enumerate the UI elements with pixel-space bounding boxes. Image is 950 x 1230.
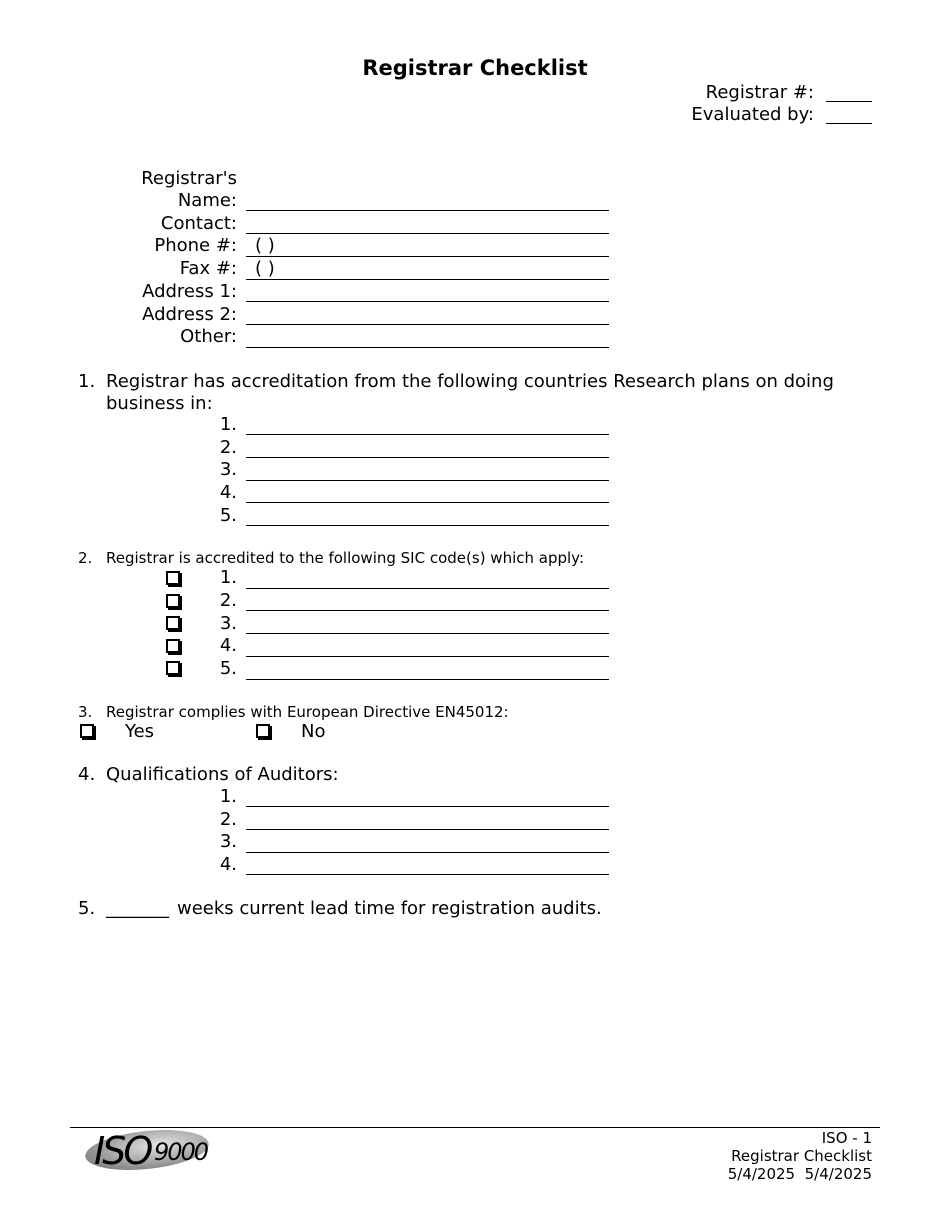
q2-text: Registrar is accredited to the following SIC code(s) which apply:	[106, 549, 585, 567]
q2-item-field[interactable]	[246, 656, 609, 657]
address2-field[interactable]	[246, 324, 609, 325]
q2-checkbox-1[interactable]	[166, 571, 180, 585]
q5-number: 5.	[78, 898, 96, 919]
address2-label: Address 2:	[142, 304, 237, 325]
q2-item-field[interactable]	[246, 633, 609, 634]
q4-item-number: 4.	[219, 854, 237, 875]
q4-item-field[interactable]	[246, 874, 609, 875]
q4-item-field[interactable]	[246, 829, 609, 830]
q5-lead-time-blank[interactable]: _______	[106, 898, 169, 919]
fax-area-code: ( )	[255, 258, 275, 279]
q4-item-field[interactable]	[246, 806, 609, 807]
iso-logo	[84, 1128, 214, 1172]
q2-item-number: 4.	[219, 635, 237, 656]
footer-dates: 5/4/2025 5/4/2025	[727, 1165, 872, 1183]
q2-item-field[interactable]	[246, 679, 609, 680]
q3-text: Registrar complies with European Directive EN45012:	[106, 703, 509, 721]
q4-item-number: 2.	[219, 809, 237, 830]
address1-label: Address 1:	[142, 281, 237, 302]
q4-item-field[interactable]	[246, 852, 609, 853]
registrar-number-label: Registrar #:	[705, 82, 814, 103]
q4-item-number: 3.	[219, 831, 237, 852]
phone-area-code: ( )	[255, 235, 275, 256]
fax-label: Fax #:	[179, 258, 237, 279]
address1-field[interactable]	[246, 301, 609, 302]
q1-text: Registrar has accreditation from the following countries Research plans on doing	[106, 371, 834, 392]
q1-item-field[interactable]	[246, 502, 609, 503]
registrars-label: Registrar's	[141, 168, 237, 189]
q2-checkbox-5[interactable]	[166, 661, 180, 675]
q2-checkbox-2[interactable]	[166, 594, 180, 608]
evaluated-by-label: Evaluated by:	[691, 104, 814, 125]
q4-number: 4.	[78, 764, 96, 785]
q1-item-number: 2.	[219, 437, 237, 458]
q2-item-number: 1.	[219, 567, 237, 588]
other-field[interactable]	[246, 347, 609, 348]
q1-item-field[interactable]	[246, 457, 609, 458]
footer-page-id: ISO - 1	[821, 1129, 872, 1147]
q1-item-field[interactable]	[246, 525, 609, 526]
q1-number: 1.	[78, 371, 96, 392]
q2-item-number: 2.	[219, 590, 237, 611]
q1-item-field[interactable]	[246, 434, 609, 435]
q2-item-number: 5.	[219, 658, 237, 679]
no-checkbox[interactable]	[256, 724, 270, 738]
q1-item-number: 1.	[219, 414, 237, 435]
other-label: Other:	[180, 326, 237, 347]
page-title: Registrar Checklist	[362, 56, 588, 80]
iso-logo-text: ISO	[94, 1129, 151, 1173]
q1-item-field[interactable]	[246, 480, 609, 481]
q4-text: Qualifications of Auditors:	[106, 764, 339, 785]
phone-label: Phone #:	[154, 235, 237, 256]
registrar-number-field[interactable]	[826, 101, 872, 102]
footer-doc-name: Registrar Checklist	[731, 1147, 872, 1165]
q2-item-field[interactable]	[246, 588, 609, 589]
q2-checkbox-3[interactable]	[166, 616, 180, 630]
fax-field[interactable]	[246, 279, 609, 280]
evaluated-by-field[interactable]	[826, 123, 872, 124]
q2-item-number: 3.	[219, 613, 237, 634]
q2-number: 2.	[78, 549, 93, 567]
iso-logo-number: 9000	[154, 1138, 208, 1166]
q2-item-field[interactable]	[246, 610, 609, 611]
q1-text-cont: business in:	[106, 393, 213, 414]
q3-number: 3.	[78, 703, 93, 721]
q5-text: weeks current lead time for registration audits.	[177, 898, 602, 919]
footer-info	[728, 1129, 872, 1183]
contact-label: Contact:	[160, 213, 237, 234]
q4-item-number: 1.	[219, 786, 237, 807]
no-label: No	[301, 721, 326, 742]
yes-label: Yes	[125, 721, 155, 742]
name-field[interactable]	[246, 210, 609, 211]
q1-item-number: 4.	[219, 482, 237, 503]
q1-item-number: 3.	[219, 459, 237, 480]
contact-field[interactable]	[246, 233, 609, 234]
q2-checkbox-4[interactable]	[166, 639, 180, 653]
phone-field[interactable]	[246, 256, 609, 257]
name-label: Name:	[177, 190, 237, 211]
q1-item-number: 5.	[219, 505, 237, 526]
yes-checkbox[interactable]	[80, 724, 94, 738]
